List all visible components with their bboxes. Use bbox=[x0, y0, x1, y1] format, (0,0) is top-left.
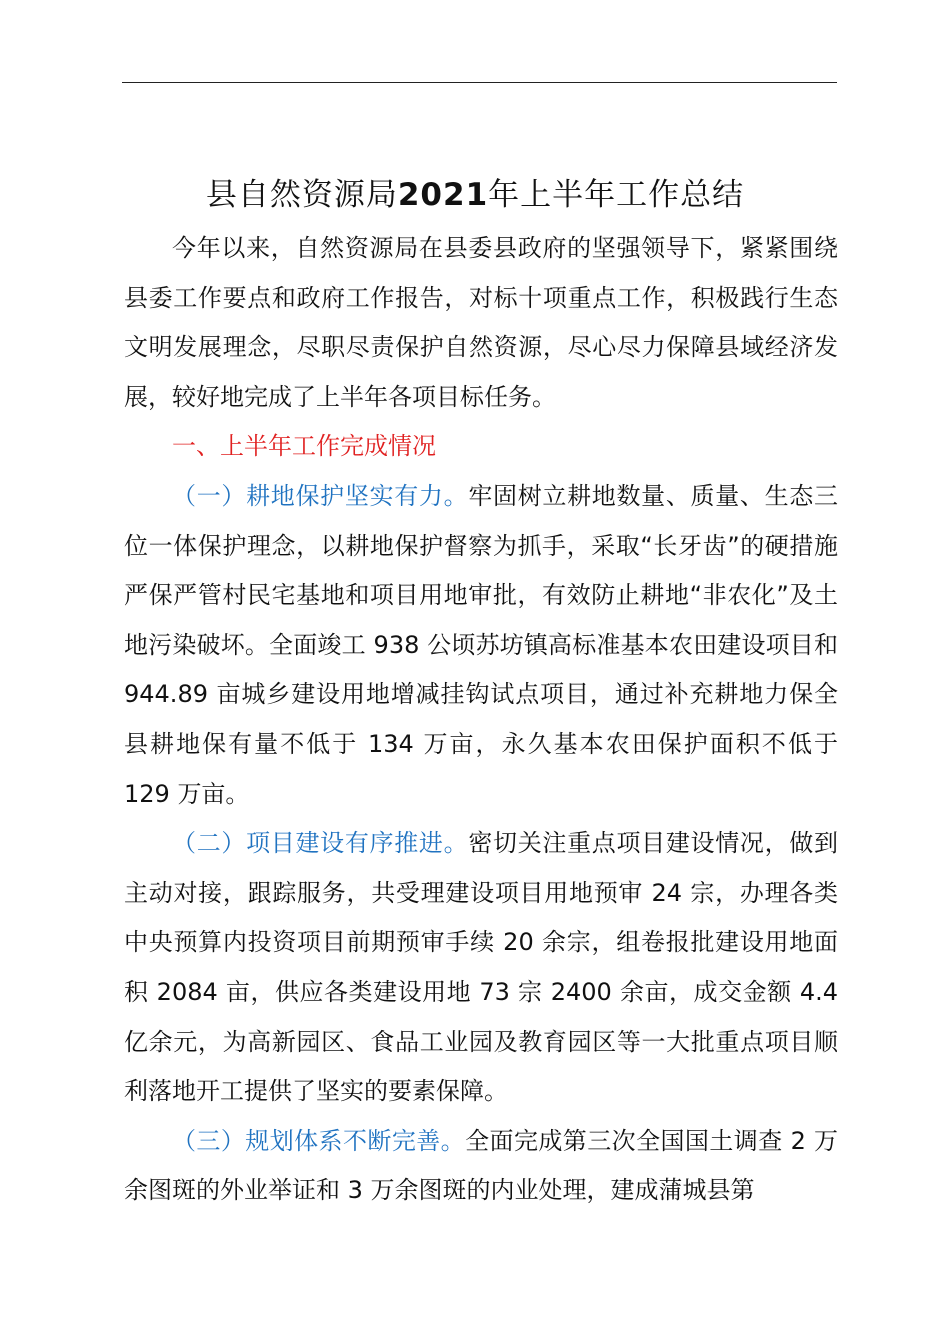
section-heading: 一、上半年工作完成情况 bbox=[172, 432, 436, 461]
document-title bbox=[0, 171, 950, 219]
item-paragraph-1 bbox=[124, 472, 838, 819]
item-body-2: 密切关注重点项目建设情况，做到主动对接，跟踪服务，共受理建设项目用地预审 24 宗，办理各类中央预算内投资项目前期预审手续 20 余宗，组卷报批建设用地面积 2084 亩，供应各类建设用地 73 宗 2400 余亩，成交金额 4.4 亿余元，为高新园区、食品工业园及教育园区等一大批重点项目顺利落地开工提供了坚实的要素保障。 bbox=[124, 829, 839, 1106]
item-heading-3: （三）规划体系不断完善。 bbox=[172, 1126, 466, 1155]
item-heading-1: （一）耕地保护坚实有力。 bbox=[172, 481, 469, 510]
item-paragraph-3 bbox=[124, 1117, 838, 1216]
title-prefix: 县自然资源局 bbox=[205, 176, 398, 213]
item-heading-2: （二）项目建设有序推进。 bbox=[172, 829, 469, 858]
intro-paragraph: 今年以来，自然资源局在县委县政府的坚强领导下，紧紧围绕县委工作要点和政府工作报告，对标十项重点工作，积极践行生态文明发展理念，尽职尽责保护自然资源，尽心尽力保障县域经济发展，较好地完成了上半年各项目标任务。 bbox=[124, 234, 838, 411]
header-rule bbox=[122, 82, 837, 83]
item-body-1: 牢固树立耕地数量、质量、生态三位一体保护理念，以耕地保护督察为抓手，采取“长牙齿”的硬措施严保严管村民宅基地和项目用地审批，有效防止耕地“非农化”及土地污染破坏。全面竣工 938 公顷苏坊镇高标准基本农田建设项目和 944.89 亩城乡建设用地增减挂钩试点项目，通过补充耕地力保全县耕地保有量不低于 134 万亩，永久基本农田保护面积不低于 129 万亩。 bbox=[124, 481, 839, 808]
title-suffix: 年上半年工作总结 bbox=[488, 176, 745, 213]
document-body bbox=[124, 224, 838, 1216]
item-body-3: 全面完成第三次全国国土调查 2 万余图斑的外业举证和 3 万余图斑的内业处理，建成蒲城县第 bbox=[124, 1126, 839, 1205]
title-year: 2021 bbox=[397, 176, 489, 213]
item-paragraph-2 bbox=[124, 819, 838, 1117]
